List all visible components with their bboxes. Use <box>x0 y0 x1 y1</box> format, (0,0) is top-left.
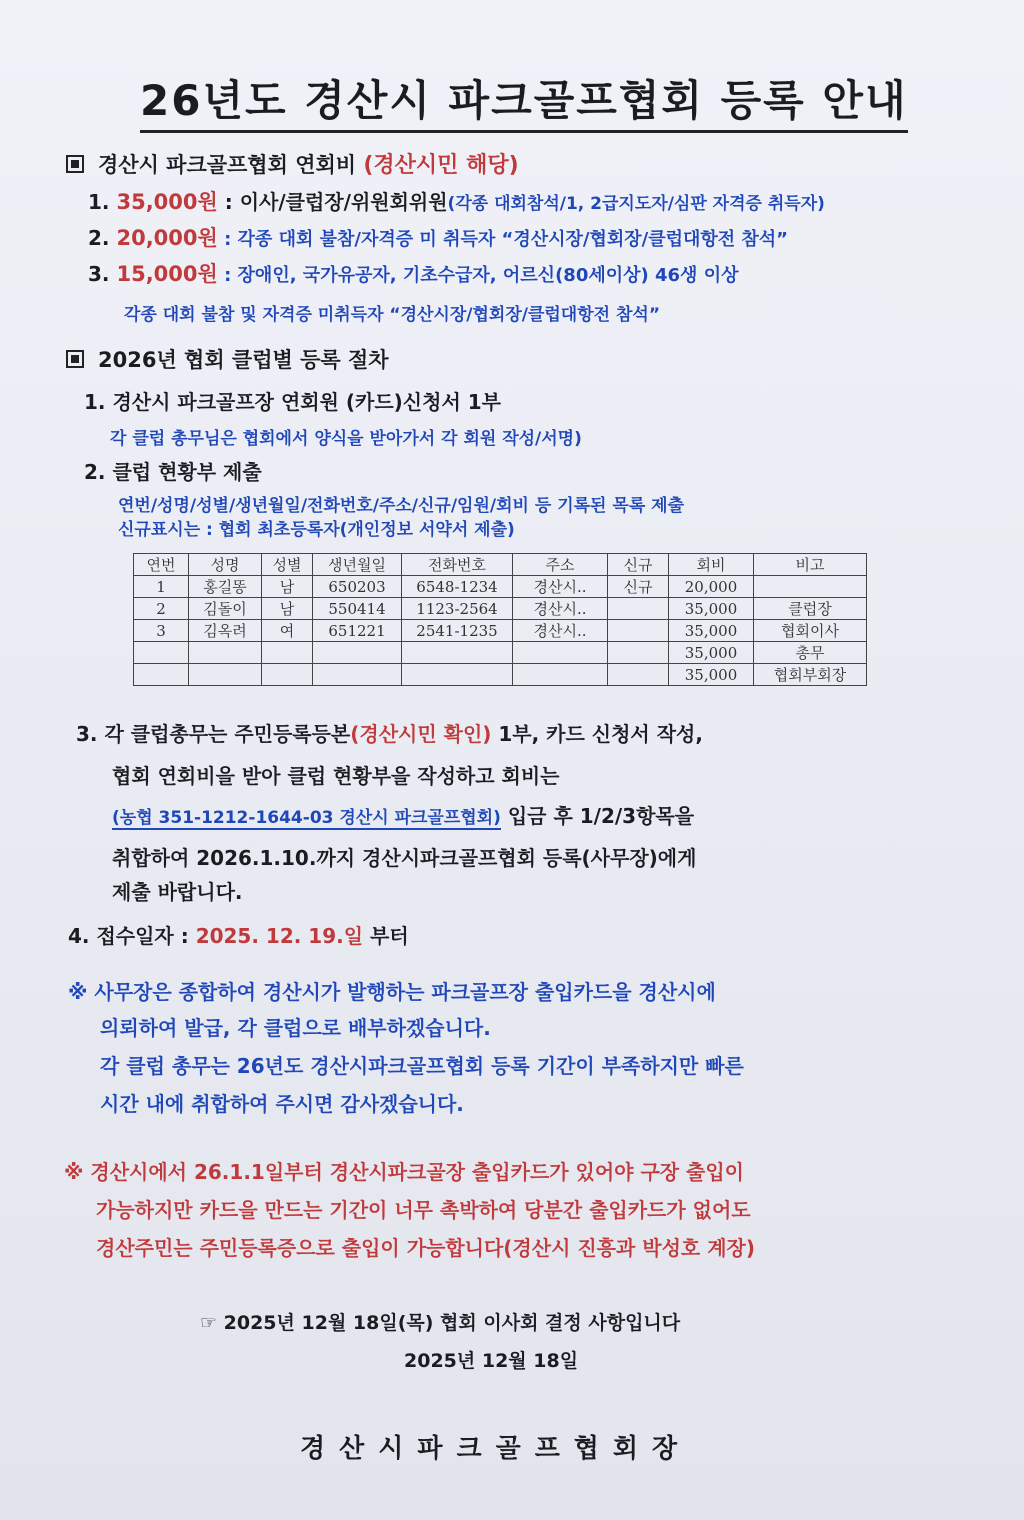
table-cell: 3 <box>134 620 189 642</box>
square-bullet-icon <box>66 155 84 173</box>
fee-note: : 장애인, 국가유공자, 기초수급자, 어르신(80세이상) 46생 이상 <box>217 265 739 286</box>
table-cell <box>513 664 608 686</box>
table-cell: 신규 <box>608 576 669 598</box>
table-row <box>134 598 867 620</box>
fee-number: 3. <box>88 262 110 286</box>
table-cell <box>608 598 669 620</box>
table-cell: 35,000 <box>669 620 754 642</box>
table-header-cell: 신규 <box>608 554 669 576</box>
table-cell <box>608 642 669 664</box>
table-row <box>134 576 867 598</box>
step-3-line-5: 제출 바랍니다. <box>112 880 243 904</box>
notice-red-line-3: 경산주민는 주민등록증으로 출입이 가능합니다(경산시 진흥과 박성호 계장) <box>96 1236 755 1260</box>
table-header-row <box>134 554 867 576</box>
notice-red-line-1: ※ 경산시에서 26.1.1일부터 경산시파크골장 출입카드가 있어야 구장 출입이 <box>64 1160 745 1184</box>
table-cell <box>402 664 513 686</box>
table-cell: 2541-1235 <box>402 620 513 642</box>
table-cell: 여 <box>262 620 313 642</box>
issue-date: 2025년 12월 18일 <box>404 1350 579 1372</box>
notice-blue-line-1: ※ 사무장은 종합하여 경산시가 발행하는 파크골프장 출입카드을 경산시에 <box>68 980 716 1004</box>
notice-blue-line-4: 시간 내에 취합하여 주시면 감사겠습니다. <box>100 1092 464 1116</box>
fee-number: 1. <box>88 190 110 214</box>
fee-desc: : 이사/클럽장/위원회위원 <box>217 190 448 214</box>
table-cell <box>313 642 402 664</box>
step-3-text: 1부, 카드 신청서 작성, <box>491 722 703 746</box>
table-cell <box>313 664 402 686</box>
table-header-cell: 성명 <box>189 554 262 576</box>
table-cell: 35,000 <box>669 642 754 664</box>
section-heading-text: 경산시 파크골프협회 연회비 <box>98 153 357 177</box>
table-header-cell: 비고 <box>754 554 867 576</box>
table-cell: 협회부회장 <box>754 664 867 686</box>
table-header-cell: 생년월일 <box>313 554 402 576</box>
section-heading-note: (경산시민 해당) <box>363 153 519 178</box>
fee-amount: 15,000원 <box>116 262 218 286</box>
table-cell <box>262 642 313 664</box>
step-3-text: 3. 각 클럽총무는 주민등록등본 <box>76 722 351 746</box>
section-membership-fee-heading <box>66 148 519 179</box>
table-row <box>134 664 867 686</box>
table-header-cell: 회비 <box>669 554 754 576</box>
square-bullet-icon <box>66 350 84 368</box>
table-cell: 2 <box>134 598 189 620</box>
table-cell <box>402 642 513 664</box>
step-3-line-2: 협회 연회비을 받아 클럽 현황부을 작성하고 회비는 <box>112 764 560 788</box>
table-header-cell: 성별 <box>262 554 313 576</box>
bank-account: (농협 351-1212-1644-03 경산시 파크골프협회) <box>112 808 501 828</box>
table-cell: 홍길똥 <box>189 576 262 598</box>
table-cell <box>262 664 313 686</box>
board-decision-note: ☞ 2025년 12월 18일(목) 협회 이사회 결정 사항입니다 <box>200 1312 681 1334</box>
step-3-text: 입금 후 1/2/3항목을 <box>500 804 695 828</box>
table-cell <box>513 642 608 664</box>
table-cell: 651221 <box>313 620 402 642</box>
table-cell: 6548-1234 <box>402 576 513 598</box>
fee-amount: 35,000원 <box>116 190 218 214</box>
table-header-cell: 연번 <box>134 554 189 576</box>
section-registration-procedure-heading <box>66 344 389 374</box>
table-cell: 클럽장 <box>754 598 867 620</box>
association-president-signature: 경산시파크골프협회장 <box>300 1434 692 1464</box>
table-cell <box>134 642 189 664</box>
table-cell: 김돌이 <box>189 598 262 620</box>
fee-item-1 <box>88 186 825 216</box>
step-2-note-2: 신규표시는 : 협회 최초등록자(개인정보 서약서 제출) <box>118 520 515 540</box>
table-cell: 협회이사 <box>754 620 867 642</box>
fee-note: : 각종 대회 불참/자격증 미 취득자 “경산시장/협회장/클럽대항전 참석” <box>217 229 788 250</box>
table-cell: 1123-2564 <box>402 598 513 620</box>
step-4-label: 4. 접수일자 : <box>68 924 196 948</box>
fee-note: (각종 대회참석/1, 2급지도자/심판 자격증 취득자) <box>447 194 825 214</box>
notice-blue-line-2: 의뢰하여 발급, 각 클럽으로 배부하겠습니다. <box>100 1016 491 1040</box>
table-cell: 총무 <box>754 642 867 664</box>
table-cell: 김옥려 <box>189 620 262 642</box>
table-cell: 경산시.. <box>513 598 608 620</box>
table-row <box>134 642 867 664</box>
table-cell: 경산시.. <box>513 620 608 642</box>
table-cell: 남 <box>262 598 313 620</box>
step-4 <box>68 920 409 949</box>
fee-item-3-continuation: 각종 대회 불참 및 자격증 미취득자 “경산시장/협회장/클럽대항전 참석” <box>124 305 661 325</box>
step-3-line-1 <box>76 718 703 747</box>
fee-item-2 <box>88 222 788 252</box>
step-1: 1. 경산시 파크골프장 연회원 (카드)신청서 1부 <box>84 390 501 414</box>
table-cell: 550414 <box>313 598 402 620</box>
step-1-note: 각 클럽 총무님은 협회에서 양식을 받아가서 각 회원 작성/서명) <box>110 429 582 449</box>
table-cell: 경산시.. <box>513 576 608 598</box>
document-title: 26년도 경산시 파크골프협회 등록 안내 <box>140 68 908 133</box>
table-cell <box>608 664 669 686</box>
step-4-suffix: 부터 <box>363 924 409 948</box>
table-row <box>134 620 867 642</box>
table-cell: 35,000 <box>669 598 754 620</box>
fee-amount: 20,000원 <box>116 226 218 250</box>
table-cell <box>189 664 262 686</box>
notice-blue-line-3: 각 클럽 총무는 26년도 경산시파크골프협회 등록 기간이 부족하지만 빠른 <box>100 1054 744 1078</box>
notice-red-line-2: 가능하지만 카드을 만드는 기간이 너무 촉박하여 당분간 출입카드가 없어도 <box>96 1198 751 1222</box>
section-heading-text: 2026년 협회 클럽별 등록 절차 <box>98 348 389 372</box>
club-roster-table <box>133 553 867 686</box>
table-cell: 650203 <box>313 576 402 598</box>
step-2-note-1: 연번/성명/성별/생년월일/전화번호/주소/신규/임원/회비 등 기록된 목록 제출 <box>118 496 685 516</box>
table-cell: 1 <box>134 576 189 598</box>
step-3-line-4: 취합하여 2026.1.10.까지 경산시파크골프협회 등록(사무장)에게 <box>112 846 697 870</box>
table-cell <box>134 664 189 686</box>
step-3-line-3 <box>112 800 694 829</box>
step-3-highlight: (경산시민 확인) <box>350 722 492 746</box>
table-cell <box>754 576 867 598</box>
table-cell <box>189 642 262 664</box>
fee-number: 2. <box>88 226 110 250</box>
table-cell: 남 <box>262 576 313 598</box>
table-cell <box>608 620 669 642</box>
reception-date: 2025. 12. 19.일 <box>195 924 364 948</box>
table-header-cell: 주소 <box>513 554 608 576</box>
table-cell: 20,000 <box>669 576 754 598</box>
fee-item-3 <box>88 258 738 288</box>
table-header-cell: 전화번호 <box>402 554 513 576</box>
table-cell: 35,000 <box>669 664 754 686</box>
step-2: 2. 클럽 현황부 제출 <box>84 460 262 484</box>
